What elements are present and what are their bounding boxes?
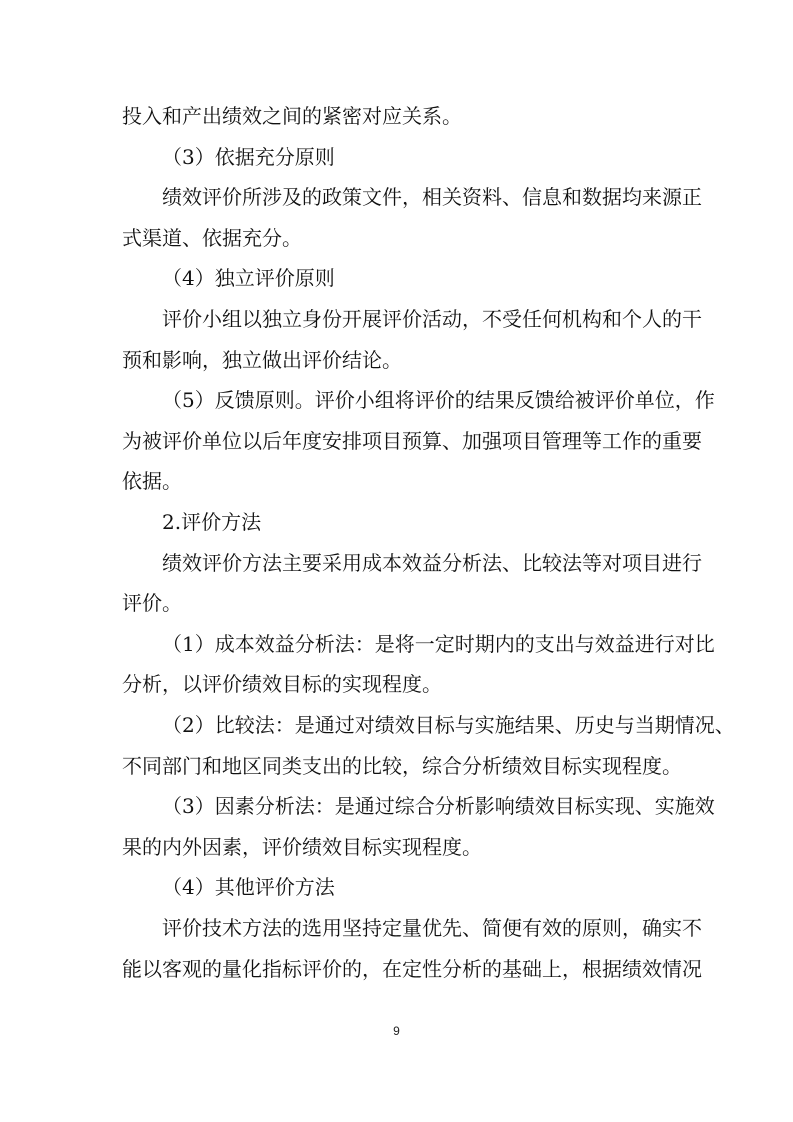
text-line: （1）成本效益分析法：是将一定时期内的支出与效益进行对比 <box>162 632 715 656</box>
text-line: （2）比较法：是通过对绩效目标与实施结果、历史与当期情况、 <box>162 713 735 737</box>
text-line: 分析，以评价绩效目标的实现程度。 <box>122 672 442 696</box>
text-line: 投入和产出绩效之间的紧密对应关系。 <box>122 104 462 128</box>
text-line: （3）因素分析法：是通过综合分析影响绩效目标实现、实施效 <box>162 794 715 818</box>
section-heading: （4）独立评价原则 <box>162 266 335 290</box>
text-line: 评价小组以独立身份开展评价活动，不受任何机构和个人的干 <box>162 307 702 331</box>
text-line: 不同部门和地区同类支出的比较，综合分析绩效目标实现程度。 <box>122 754 682 778</box>
text-line: （5）反馈原则。评价小组将评价的结果反馈给被评价单位，作 <box>162 388 715 412</box>
text-line: 评价技术方法的选用坚持定量优先、简便有效的原则，确实不 <box>162 916 702 940</box>
text-line: 式渠道、依据充分。 <box>122 226 302 250</box>
page-number: 9 <box>393 1024 400 1038</box>
text-line: 为被评价单位以后年度安排项目预算、加强项目管理等工作的重要 <box>122 429 702 453</box>
text-line: 绩效评价方法主要采用成本效益分析法、比较法等对项目进行 <box>162 551 702 575</box>
text-line: 绩效评价所涉及的政策文件，相关资料、信息和数据均来源正 <box>162 185 702 209</box>
text-line: 依据。 <box>122 469 182 493</box>
text-line: 果的内外因素，评价绩效目标实现程度。 <box>122 835 482 859</box>
text-line: 预和影响，独立做出评价结论。 <box>122 348 402 372</box>
section-heading: 2.评价方法 <box>162 510 262 534</box>
text-line: 能以客观的量化指标评价的，在定性分析的基础上，根据绩效情况 <box>122 957 702 981</box>
section-heading: （4）其他评价方法 <box>162 875 335 899</box>
section-heading: （3）依据充分原则 <box>162 145 335 169</box>
text-line: 评价。 <box>122 591 182 615</box>
